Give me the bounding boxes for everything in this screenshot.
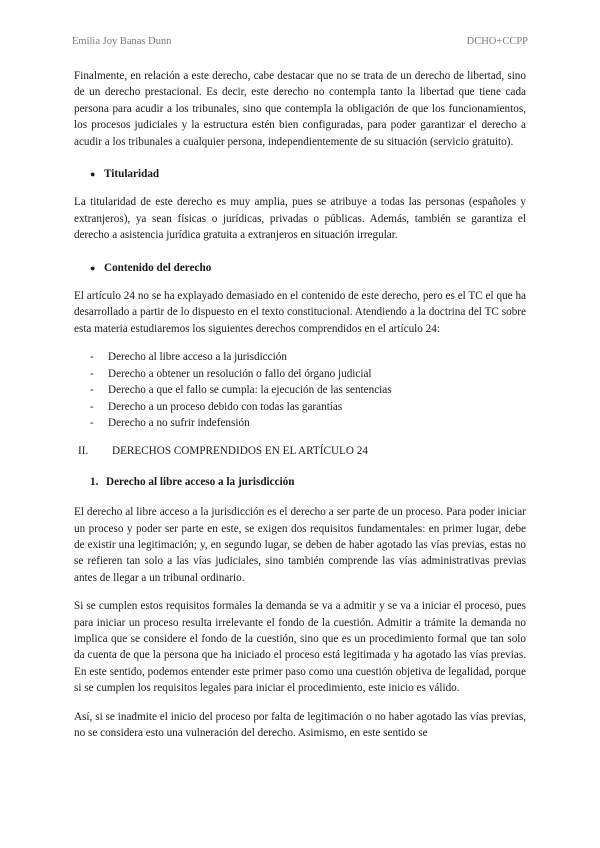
header-course: DCHO+CCPP	[466, 36, 528, 47]
list-item: - Derecho al libre acceso a la jurisdicción	[74, 349, 526, 365]
heading-text: Contenido del derecho	[104, 261, 212, 274]
list-item: - Derecho a no sufrir indefensión	[74, 415, 526, 431]
list-item: - Derecho a un proceso debido con todas las garantías	[74, 399, 526, 415]
section-heading	[74, 443, 526, 459]
rights-list	[74, 349, 526, 431]
subsection-heading	[74, 474, 526, 490]
subsection-number: 1.	[90, 475, 99, 488]
paragraph-contenido: El artículo 24 no se ha explayado demasiado en el contenido de este derecho, pero es el TC el que ha desarrollado a partir de lo dispuesto en el texto constitucional. Atendiendo a la doctrina del TC sobre esta materia estudiaremos los siguientes derechos comprendidos en el artículo 24:	[74, 290, 526, 335]
bullet-icon: ●	[90, 169, 96, 180]
heading-titularidad	[74, 166, 526, 182]
dash-icon: -	[90, 351, 94, 364]
list-item: - Derecho a que el fallo se cumpla: la ejecución de las sentencias	[74, 382, 526, 398]
dash-icon: -	[90, 416, 94, 429]
section-title: DERECHOS COMPRENDIDOS EN EL ARTÍCULO 24	[112, 445, 368, 458]
page-header	[72, 36, 528, 47]
heading-text: Titularidad	[104, 168, 160, 181]
paragraph-prestacional: Finalmente, en relación a este derecho, cabe destacar que no se trata de un derecho de libertad, sino de un derecho prestacional. Es decir, este derecho no contempla tanto la libertad que tiene cada persona para acudir a los tribunales, sino que contempla la obligación de que los funcionamientos, los procesos judiciales y la estructura estén bien configuradas, para poder garantizar el derecho a acudir a los tribunales a cualquier persona, independientemente de su situación (servicio gratuito).	[74, 70, 526, 148]
page-content	[74, 68, 526, 741]
heading-contenido	[74, 260, 526, 276]
paragraph-acceso: El derecho al libre acceso a la jurisdicción es el derecho a ser parte de un proceso. Para poder iniciar un proceso y poder ser parte en este, se exigen dos requisitos fundamentales: en primer lugar, debe de existir una legitimación; y, en segundo lugar, se deben de haber agotado las vías previas, estas no se refieren tan solo a las vías judiciales, sino también comprende las vías administrativas previas antes de llegar a un tribunal ordinario.	[74, 506, 526, 584]
dash-icon: -	[90, 384, 94, 397]
bullet-icon: ●	[90, 262, 96, 273]
paragraph-inadmision: Así, si se inadmite el inicio del proceso por falta de legitimación o no haber agotado las vías previas, no se considera esto una vulneración del derecho. Asimismo, en este sentido se	[74, 710, 526, 739]
section-number: II.	[78, 445, 89, 458]
header-author: Emilia Joy Banas Dunn	[72, 36, 172, 47]
dash-icon: -	[90, 400, 94, 413]
paragraph-titularidad: La titularidad de este derecho es muy amplia, pues se atribuye a todas las personas (españoles y extranjeros), ya sean físicas o jurídicas, privadas o públicas. Además, también se garantiza el derecho a asistencia jurídica gratuita a extranjeros en situación irregular.	[74, 196, 526, 242]
paragraph-requisitos: Si se cumplen estos requisitos formales la demanda se va a admitir y se va a iniciar el proceso, pues para iniciar un proceso resulta irrelevante el fondo de la cuestión. Admitir a trámite la demanda no implica que se considere el fondo de la cuestión, sino que es un procedimiento formal que tan solo da cuenta de que la persona que ha iniciado el proceso está legitimada y ha agotado las vías previas. En este sentido, podemos entender este primer paso como una cuestión objetiva de legalidad, porque si se cumplen los requisitos legales para iniciar el procedimiento, este inicio es válido.	[74, 600, 526, 695]
dash-icon: -	[90, 367, 94, 380]
list-item: - Derecho a obtener un resolución o fallo del órgano judicial	[74, 366, 526, 382]
subsection-title: Derecho al libre acceso a la jurisdicción	[106, 475, 295, 488]
